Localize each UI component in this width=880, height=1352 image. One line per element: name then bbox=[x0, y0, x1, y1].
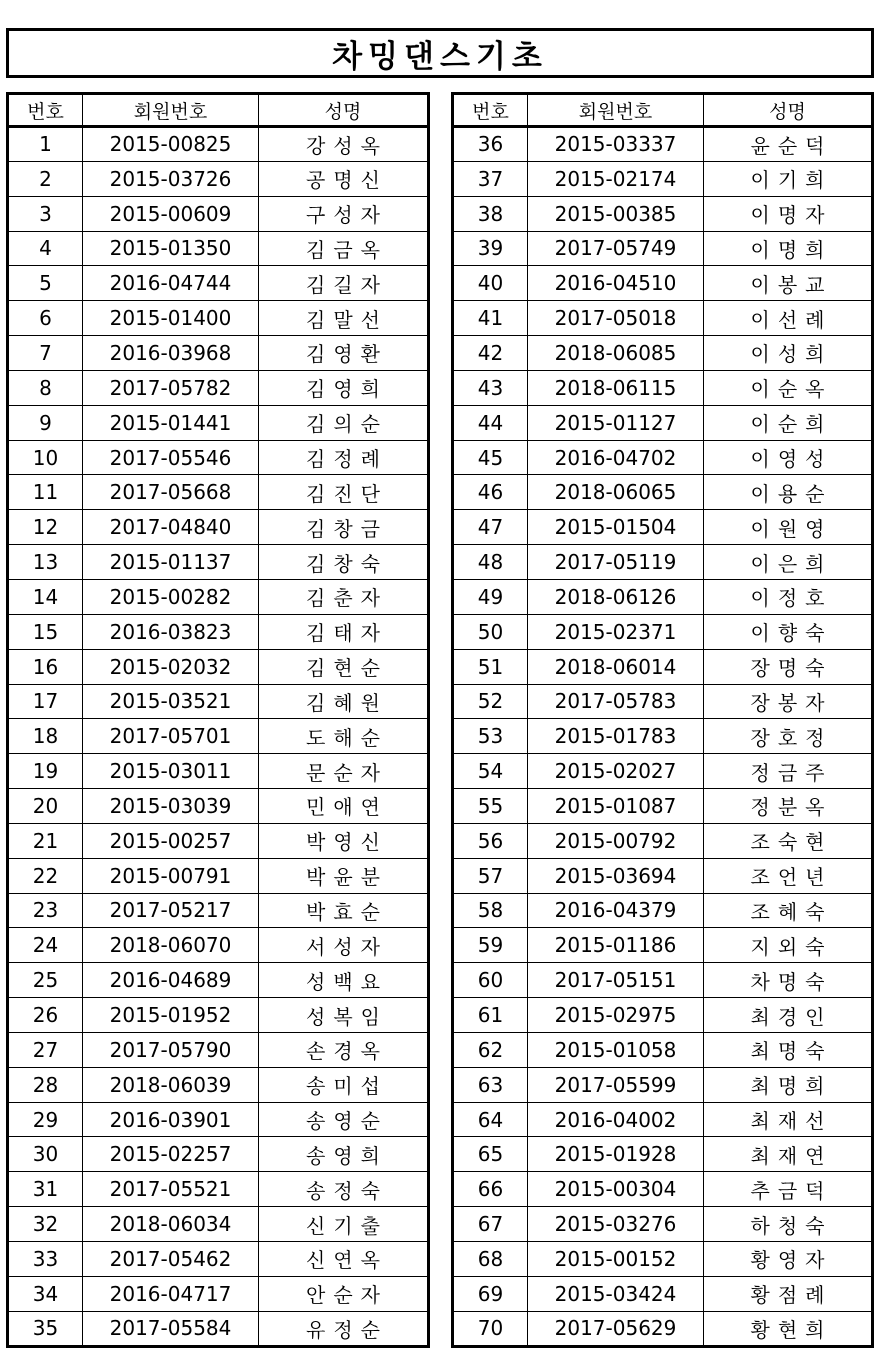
cell-member-id: 2017-05018 bbox=[528, 301, 704, 336]
cell-number: 51 bbox=[453, 649, 528, 684]
cell-name: 김영희 bbox=[259, 370, 429, 405]
cell-member-id: 2016-03968 bbox=[83, 336, 259, 371]
cell-name: 이선례 bbox=[704, 301, 873, 336]
cell-member-id: 2015-01127 bbox=[528, 405, 704, 440]
table-row bbox=[8, 649, 429, 684]
cell-name: 송정숙 bbox=[259, 1172, 429, 1207]
cell-number: 7 bbox=[8, 336, 83, 371]
cell-number: 16 bbox=[8, 649, 83, 684]
cell-number: 3 bbox=[8, 196, 83, 231]
cell-member-id: 2018-06034 bbox=[83, 1207, 259, 1242]
cell-number: 12 bbox=[8, 510, 83, 545]
cell-name: 이명희 bbox=[704, 231, 873, 266]
table-row bbox=[8, 614, 429, 649]
cell-member-id: 2017-05749 bbox=[528, 231, 704, 266]
cell-member-id: 2017-05584 bbox=[83, 1311, 259, 1346]
cell-member-id: 2017-05783 bbox=[528, 684, 704, 719]
cell-number: 60 bbox=[453, 963, 528, 998]
table-row bbox=[8, 266, 429, 301]
cell-number: 21 bbox=[8, 823, 83, 858]
cell-number: 65 bbox=[453, 1137, 528, 1172]
table-row bbox=[8, 475, 429, 510]
cell-number: 30 bbox=[8, 1137, 83, 1172]
cell-member-id: 2017-05790 bbox=[83, 1032, 259, 1067]
header-member-id: 회원번호 bbox=[528, 94, 704, 127]
page-title: 차밍댄스기초 bbox=[332, 38, 548, 75]
table-row bbox=[453, 579, 873, 614]
cell-number: 45 bbox=[453, 440, 528, 475]
table-row bbox=[453, 719, 873, 754]
table-row bbox=[8, 1137, 429, 1172]
cell-name: 최명숙 bbox=[704, 1032, 873, 1067]
table-row bbox=[453, 405, 873, 440]
cell-number: 48 bbox=[453, 545, 528, 580]
table-row bbox=[8, 823, 429, 858]
cell-name: 황현희 bbox=[704, 1311, 873, 1346]
cell-member-id: 2015-03276 bbox=[528, 1207, 704, 1242]
cell-number: 53 bbox=[453, 719, 528, 754]
table-row bbox=[453, 1032, 873, 1067]
cell-member-id: 2017-05629 bbox=[528, 1311, 704, 1346]
page-title-box bbox=[6, 28, 874, 78]
cell-member-id: 2018-06126 bbox=[528, 579, 704, 614]
cell-number: 56 bbox=[453, 823, 528, 858]
cell-name: 정분옥 bbox=[704, 789, 873, 824]
cell-number: 10 bbox=[8, 440, 83, 475]
cell-member-id: 2015-03337 bbox=[528, 127, 704, 162]
cell-member-id: 2015-00282 bbox=[83, 579, 259, 614]
table-row bbox=[453, 440, 873, 475]
cell-member-id: 2015-01350 bbox=[83, 231, 259, 266]
table-row bbox=[8, 440, 429, 475]
cell-name: 유정순 bbox=[259, 1311, 429, 1346]
cell-name: 김의순 bbox=[259, 405, 429, 440]
cell-name: 박윤분 bbox=[259, 858, 429, 893]
cell-member-id: 2015-03011 bbox=[83, 754, 259, 789]
table-row bbox=[453, 266, 873, 301]
table-row bbox=[8, 1067, 429, 1102]
cell-number: 68 bbox=[453, 1242, 528, 1277]
table-row bbox=[453, 1067, 873, 1102]
cell-number: 42 bbox=[453, 336, 528, 371]
cell-name: 공명신 bbox=[259, 161, 429, 196]
cell-name: 김혜원 bbox=[259, 684, 429, 719]
cell-name: 송영희 bbox=[259, 1137, 429, 1172]
cell-number: 6 bbox=[8, 301, 83, 336]
table-row bbox=[453, 1137, 873, 1172]
cell-member-id: 2017-05151 bbox=[528, 963, 704, 998]
table-row bbox=[8, 928, 429, 963]
cell-name: 정금주 bbox=[704, 754, 873, 789]
cell-number: 32 bbox=[8, 1207, 83, 1242]
table-row bbox=[8, 127, 429, 162]
cell-number: 62 bbox=[453, 1032, 528, 1067]
cell-member-id: 2018-06065 bbox=[528, 475, 704, 510]
cell-member-id: 2017-05462 bbox=[83, 1242, 259, 1277]
cell-member-id: 2016-04717 bbox=[83, 1276, 259, 1311]
cell-number: 69 bbox=[453, 1276, 528, 1311]
cell-number: 55 bbox=[453, 789, 528, 824]
cell-name: 황영자 bbox=[704, 1242, 873, 1277]
cell-name: 성복임 bbox=[259, 998, 429, 1033]
cell-name: 안순자 bbox=[259, 1276, 429, 1311]
table-row bbox=[8, 336, 429, 371]
cell-number: 44 bbox=[453, 405, 528, 440]
cell-number: 33 bbox=[8, 1242, 83, 1277]
cell-number: 47 bbox=[453, 510, 528, 545]
cell-number: 40 bbox=[453, 266, 528, 301]
cell-name: 김진단 bbox=[259, 475, 429, 510]
cell-name: 이정호 bbox=[704, 579, 873, 614]
table-row bbox=[453, 1172, 873, 1207]
cell-number: 59 bbox=[453, 928, 528, 963]
table-row bbox=[8, 754, 429, 789]
cell-member-id: 2018-06014 bbox=[528, 649, 704, 684]
table-row bbox=[8, 893, 429, 928]
cell-name: 강성옥 bbox=[259, 127, 429, 162]
cell-member-id: 2018-06085 bbox=[528, 336, 704, 371]
table-row bbox=[453, 998, 873, 1033]
table-row bbox=[453, 475, 873, 510]
table-row bbox=[8, 301, 429, 336]
cell-member-id: 2015-01504 bbox=[528, 510, 704, 545]
cell-number: 37 bbox=[453, 161, 528, 196]
cell-member-id: 2017-05599 bbox=[528, 1067, 704, 1102]
table-row bbox=[453, 545, 873, 580]
table-row bbox=[453, 823, 873, 858]
table-row bbox=[453, 370, 873, 405]
cell-number: 57 bbox=[453, 858, 528, 893]
cell-member-id: 2015-01087 bbox=[528, 789, 704, 824]
cell-name: 박효순 bbox=[259, 893, 429, 928]
table-row bbox=[453, 1102, 873, 1137]
cell-number: 61 bbox=[453, 998, 528, 1033]
cell-number: 13 bbox=[8, 545, 83, 580]
cell-number: 70 bbox=[453, 1311, 528, 1346]
cell-name: 이성희 bbox=[704, 336, 873, 371]
cell-member-id: 2015-00825 bbox=[83, 127, 259, 162]
cell-name: 송미섭 bbox=[259, 1067, 429, 1102]
table-header-row bbox=[8, 94, 429, 127]
cell-number: 23 bbox=[8, 893, 83, 928]
cell-member-id: 2015-01400 bbox=[83, 301, 259, 336]
table-row bbox=[8, 1311, 429, 1346]
cell-number: 34 bbox=[8, 1276, 83, 1311]
cell-member-id: 2015-01058 bbox=[528, 1032, 704, 1067]
cell-member-id: 2015-03424 bbox=[528, 1276, 704, 1311]
cell-member-id: 2017-05546 bbox=[83, 440, 259, 475]
cell-name: 이명자 bbox=[704, 196, 873, 231]
table-row bbox=[453, 161, 873, 196]
cell-number: 22 bbox=[8, 858, 83, 893]
table-row bbox=[8, 161, 429, 196]
header-name: 성명 bbox=[259, 94, 429, 127]
roster-table-left bbox=[6, 92, 430, 1348]
table-row bbox=[453, 1242, 873, 1277]
table-row bbox=[453, 231, 873, 266]
cell-number: 8 bbox=[8, 370, 83, 405]
cell-name: 김춘자 bbox=[259, 579, 429, 614]
cell-member-id: 2017-05521 bbox=[83, 1172, 259, 1207]
cell-member-id: 2015-02975 bbox=[528, 998, 704, 1033]
cell-name: 이원영 bbox=[704, 510, 873, 545]
header-member-id: 회원번호 bbox=[83, 94, 259, 127]
table-row bbox=[453, 336, 873, 371]
table-row bbox=[453, 1311, 873, 1346]
cell-name: 박영신 bbox=[259, 823, 429, 858]
cell-number: 9 bbox=[8, 405, 83, 440]
table-row bbox=[453, 858, 873, 893]
cell-member-id: 2016-04002 bbox=[528, 1102, 704, 1137]
cell-member-id: 2017-05701 bbox=[83, 719, 259, 754]
cell-name: 장명숙 bbox=[704, 649, 873, 684]
cell-name: 하청숙 bbox=[704, 1207, 873, 1242]
cell-name: 장호정 bbox=[704, 719, 873, 754]
cell-number: 27 bbox=[8, 1032, 83, 1067]
cell-member-id: 2016-04702 bbox=[528, 440, 704, 475]
cell-name: 김말선 bbox=[259, 301, 429, 336]
table-row bbox=[8, 1032, 429, 1067]
cell-name: 조언년 bbox=[704, 858, 873, 893]
cell-member-id: 2015-01186 bbox=[528, 928, 704, 963]
table-row bbox=[453, 614, 873, 649]
cell-name: 김정례 bbox=[259, 440, 429, 475]
cell-name: 이용순 bbox=[704, 475, 873, 510]
cell-number: 58 bbox=[453, 893, 528, 928]
cell-name: 도해순 bbox=[259, 719, 429, 754]
table-row bbox=[453, 754, 873, 789]
table-row bbox=[8, 231, 429, 266]
cell-number: 11 bbox=[8, 475, 83, 510]
cell-number: 49 bbox=[453, 579, 528, 614]
cell-member-id: 2015-01928 bbox=[528, 1137, 704, 1172]
cell-number: 38 bbox=[453, 196, 528, 231]
table-row bbox=[453, 963, 873, 998]
table-row bbox=[453, 127, 873, 162]
cell-name: 최재연 bbox=[704, 1137, 873, 1172]
cell-member-id: 2016-03901 bbox=[83, 1102, 259, 1137]
cell-number: 20 bbox=[8, 789, 83, 824]
table-row bbox=[8, 963, 429, 998]
cell-number: 46 bbox=[453, 475, 528, 510]
header-number: 번호 bbox=[8, 94, 83, 127]
table-row bbox=[453, 301, 873, 336]
cell-name: 손경옥 bbox=[259, 1032, 429, 1067]
cell-name: 이영성 bbox=[704, 440, 873, 475]
cell-member-id: 2017-05782 bbox=[83, 370, 259, 405]
table-row bbox=[8, 196, 429, 231]
cell-number: 1 bbox=[8, 127, 83, 162]
cell-member-id: 2018-06070 bbox=[83, 928, 259, 963]
cell-name: 김금옥 bbox=[259, 231, 429, 266]
cell-member-id: 2015-00385 bbox=[528, 196, 704, 231]
table-row bbox=[453, 789, 873, 824]
cell-name: 이은희 bbox=[704, 545, 873, 580]
cell-number: 41 bbox=[453, 301, 528, 336]
cell-member-id: 2015-00792 bbox=[528, 823, 704, 858]
cell-member-id: 2018-06039 bbox=[83, 1067, 259, 1102]
table-row bbox=[8, 684, 429, 719]
cell-name: 이봉교 bbox=[704, 266, 873, 301]
cell-member-id: 2015-00304 bbox=[528, 1172, 704, 1207]
cell-name: 구성자 bbox=[259, 196, 429, 231]
cell-number: 35 bbox=[8, 1311, 83, 1346]
cell-name: 문순자 bbox=[259, 754, 429, 789]
cell-member-id: 2015-03694 bbox=[528, 858, 704, 893]
cell-member-id: 2015-00609 bbox=[83, 196, 259, 231]
cell-name: 이순옥 bbox=[704, 370, 873, 405]
cell-name: 김영환 bbox=[259, 336, 429, 371]
table-row bbox=[8, 579, 429, 614]
table-row bbox=[8, 510, 429, 545]
cell-number: 50 bbox=[453, 614, 528, 649]
cell-member-id: 2017-05668 bbox=[83, 475, 259, 510]
cell-number: 28 bbox=[8, 1067, 83, 1102]
cell-name: 송영순 bbox=[259, 1102, 429, 1137]
cell-member-id: 2016-04689 bbox=[83, 963, 259, 998]
cell-name: 지외숙 bbox=[704, 928, 873, 963]
cell-name: 황점례 bbox=[704, 1276, 873, 1311]
cell-name: 차명숙 bbox=[704, 963, 873, 998]
cell-number: 18 bbox=[8, 719, 83, 754]
table-header-row bbox=[453, 94, 873, 127]
cell-name: 서성자 bbox=[259, 928, 429, 963]
table-row bbox=[8, 719, 429, 754]
cell-member-id: 2015-02027 bbox=[528, 754, 704, 789]
cell-member-id: 2015-02174 bbox=[528, 161, 704, 196]
table-row bbox=[453, 893, 873, 928]
cell-name: 최재선 bbox=[704, 1102, 873, 1137]
cell-member-id: 2015-01137 bbox=[83, 545, 259, 580]
cell-number: 39 bbox=[453, 231, 528, 266]
cell-number: 19 bbox=[8, 754, 83, 789]
cell-number: 4 bbox=[8, 231, 83, 266]
cell-number: 15 bbox=[8, 614, 83, 649]
cell-name: 신연옥 bbox=[259, 1242, 429, 1277]
cell-number: 14 bbox=[8, 579, 83, 614]
cell-member-id: 2015-01441 bbox=[83, 405, 259, 440]
table-row bbox=[8, 370, 429, 405]
cell-name: 성백요 bbox=[259, 963, 429, 998]
cell-number: 25 bbox=[8, 963, 83, 998]
cell-member-id: 2017-04840 bbox=[83, 510, 259, 545]
cell-name: 조혜숙 bbox=[704, 893, 873, 928]
table-row bbox=[8, 998, 429, 1033]
cell-member-id: 2016-04510 bbox=[528, 266, 704, 301]
cell-number: 67 bbox=[453, 1207, 528, 1242]
cell-member-id: 2015-02371 bbox=[528, 614, 704, 649]
cell-member-id: 2015-02257 bbox=[83, 1137, 259, 1172]
cell-name: 추금덕 bbox=[704, 1172, 873, 1207]
table-row bbox=[8, 405, 429, 440]
cell-number: 5 bbox=[8, 266, 83, 301]
cell-member-id: 2015-00257 bbox=[83, 823, 259, 858]
table-row bbox=[8, 1207, 429, 1242]
cell-name: 이향숙 bbox=[704, 614, 873, 649]
table-row bbox=[8, 1102, 429, 1137]
cell-member-id: 2015-03521 bbox=[83, 684, 259, 719]
table-row bbox=[453, 928, 873, 963]
cell-name: 김현순 bbox=[259, 649, 429, 684]
cell-name: 윤순덕 bbox=[704, 127, 873, 162]
cell-number: 24 bbox=[8, 928, 83, 963]
cell-number: 2 bbox=[8, 161, 83, 196]
cell-member-id: 2017-05217 bbox=[83, 893, 259, 928]
cell-member-id: 2016-03823 bbox=[83, 614, 259, 649]
header-name: 성명 bbox=[704, 94, 873, 127]
table-row bbox=[8, 789, 429, 824]
table-row bbox=[8, 1172, 429, 1207]
table-row bbox=[453, 510, 873, 545]
cell-member-id: 2015-02032 bbox=[83, 649, 259, 684]
table-row bbox=[8, 1276, 429, 1311]
cell-member-id: 2015-00791 bbox=[83, 858, 259, 893]
cell-name: 김태자 bbox=[259, 614, 429, 649]
cell-number: 26 bbox=[8, 998, 83, 1033]
cell-number: 52 bbox=[453, 684, 528, 719]
cell-number: 66 bbox=[453, 1172, 528, 1207]
cell-member-id: 2018-06115 bbox=[528, 370, 704, 405]
cell-member-id: 2015-03039 bbox=[83, 789, 259, 824]
table-row bbox=[453, 1207, 873, 1242]
cell-name: 조숙현 bbox=[704, 823, 873, 858]
table-row bbox=[8, 1242, 429, 1277]
cell-number: 64 bbox=[453, 1102, 528, 1137]
cell-member-id: 2016-04379 bbox=[528, 893, 704, 928]
cell-name: 신기출 bbox=[259, 1207, 429, 1242]
cell-name: 최경인 bbox=[704, 998, 873, 1033]
cell-member-id: 2017-05119 bbox=[528, 545, 704, 580]
cell-member-id: 2015-03726 bbox=[83, 161, 259, 196]
roster-table-right bbox=[451, 92, 874, 1348]
cell-number: 54 bbox=[453, 754, 528, 789]
cell-number: 63 bbox=[453, 1067, 528, 1102]
cell-number: 17 bbox=[8, 684, 83, 719]
cell-name: 이기희 bbox=[704, 161, 873, 196]
cell-member-id: 2015-01783 bbox=[528, 719, 704, 754]
cell-name: 민애연 bbox=[259, 789, 429, 824]
cell-name: 김창금 bbox=[259, 510, 429, 545]
table-row bbox=[453, 684, 873, 719]
cell-member-id: 2015-01952 bbox=[83, 998, 259, 1033]
cell-name: 이순희 bbox=[704, 405, 873, 440]
cell-name: 장봉자 bbox=[704, 684, 873, 719]
header-number: 번호 bbox=[453, 94, 528, 127]
cell-number: 43 bbox=[453, 370, 528, 405]
table-row bbox=[453, 649, 873, 684]
table-row bbox=[453, 196, 873, 231]
cell-number: 36 bbox=[453, 127, 528, 162]
cell-name: 김창숙 bbox=[259, 545, 429, 580]
cell-number: 31 bbox=[8, 1172, 83, 1207]
cell-member-id: 2016-04744 bbox=[83, 266, 259, 301]
cell-name: 최명희 bbox=[704, 1067, 873, 1102]
table-row bbox=[453, 1276, 873, 1311]
table-row bbox=[8, 858, 429, 893]
cell-number: 29 bbox=[8, 1102, 83, 1137]
cell-member-id: 2015-00152 bbox=[528, 1242, 704, 1277]
cell-name: 김길자 bbox=[259, 266, 429, 301]
table-row bbox=[8, 545, 429, 580]
